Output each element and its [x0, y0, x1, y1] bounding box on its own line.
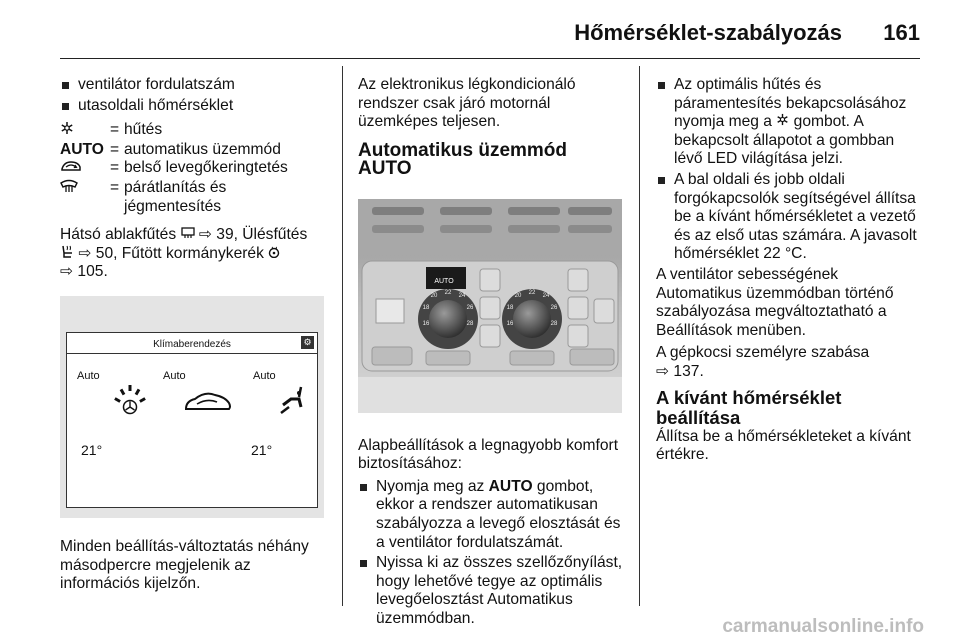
legend-symbol: AUTO	[60, 140, 104, 158]
driver-temperature: 21°	[81, 441, 103, 458]
dial-right-tick-28: 28	[550, 320, 558, 327]
legend-text: automatikus üzemmód	[124, 140, 281, 158]
dial-left-tick-18: 18	[422, 304, 430, 311]
bullet-item-rotary-knobs: A bal oldali és jobb oldali forgókapcsolók segítségével állítsa be a kívánt hőmérsékletet a vezető és az első utas számára. A javasolt hőmérséklet 22 °C.	[656, 171, 924, 264]
ref-text-page: 105.	[77, 263, 108, 281]
dial-left-tick-24: 24	[458, 292, 466, 299]
intro-paragraph: Az elektronikus légkondicionáló rendszer csak járó motornál üzemképes teljesen.	[358, 76, 576, 131]
legend-row-defrost	[60, 179, 325, 216]
arrow-icon: ⇨	[656, 362, 670, 380]
display-title: Klímaberendezés	[153, 338, 231, 350]
arrow-icon: ⇨	[198, 226, 212, 244]
section-heading-set-temperature: A kívánt hőmérséklet beállítása	[656, 386, 842, 428]
heated-steering-wheel-icon	[268, 246, 280, 258]
air-distribution-car-icon	[183, 391, 233, 415]
dial-left-tick-26: 26	[466, 304, 474, 311]
legend-row-auto	[60, 141, 325, 160]
auto-label-distribution: Auto	[163, 369, 186, 382]
bullet-item: utasoldali hőmérséklet	[60, 97, 325, 116]
column-divider-2	[639, 66, 640, 606]
ref-text-rear-window: Hátsó ablakfűtés	[60, 226, 177, 244]
legend-symbol	[60, 159, 110, 179]
legend-row-cooling	[60, 121, 325, 141]
page-header	[60, 14, 920, 59]
auto-label-fan: Auto	[77, 369, 100, 382]
bullet-item-open-vents: Nyissa ki az összes szellőzőnyílást, hogy lehetővé tegye az optimális levegőelosztást Automatikus üzemmódban.	[358, 554, 623, 628]
dial-right-tick-18: 18	[506, 304, 514, 311]
ref-text-seat-heating: 39, Ülésfűtés	[216, 226, 308, 244]
after-screen-paragraph: Minden beállítás-változtatás néhány másodpercre megjelenik az információs kijelzőn.	[60, 537, 309, 593]
column-divider-1	[342, 66, 343, 606]
legend-row-recirculation	[60, 159, 325, 179]
passenger-temperature: 21°	[251, 441, 273, 458]
bullet-text-pre: Az optimális hűtés és páramentesítés bekapcsolásához nyomja meg a	[674, 76, 907, 131]
bullet-item: ventilátor fordulatszám	[60, 76, 325, 95]
dial-right-tick-24: 24	[542, 292, 550, 299]
bullet-text-pre: Nyomja meg az	[376, 477, 485, 495]
legend-symbol	[60, 179, 110, 216]
defrost-icon	[60, 179, 78, 193]
climate-display-screen	[66, 332, 318, 508]
bullet-item-ac-button	[656, 76, 924, 169]
fan-speed-paragraph: A ventilátor sebességének Automatikus üzemmódban történő szabályozása megváltoztatható a Beállítások menüben.	[656, 265, 894, 339]
arrow-icon: ⇨	[60, 263, 74, 281]
personalization-page-ref: 137.	[673, 362, 704, 380]
legend-equals: =	[110, 121, 120, 139]
display-settings-icon: ⚙	[301, 336, 314, 349]
ac-snowflake-icon	[776, 113, 789, 126]
arrow-icon: ⇨	[78, 244, 92, 262]
legend-symbol	[60, 121, 110, 141]
fan-speed-icon	[113, 383, 147, 417]
page-title: Hőmérséklet-szabályozás	[574, 20, 842, 45]
dial-left-tick-16: 16	[422, 320, 430, 327]
rear-window-heating-icon	[181, 227, 195, 239]
dial-left-tick-20: 20	[430, 292, 438, 299]
dial-right-tick-22: 22	[528, 289, 536, 296]
dial-right-tick-20: 20	[514, 292, 522, 299]
dial-left-tick-22: 22	[444, 289, 452, 296]
legend-equals: =	[110, 159, 120, 177]
cross-reference-paragraph	[60, 226, 325, 282]
bullet-text-post: gombot. A bekapcsolt állapotot a gombban lévő LED világítása jelzi.	[674, 113, 895, 168]
column-2	[358, 76, 623, 631]
ref-text-steering-wheel: 50, Fűtött kormánykerék	[95, 244, 264, 262]
personalization-text: A gépkocsi személyre szabása	[656, 344, 870, 362]
seat-heating-icon	[60, 245, 74, 258]
symbol-legend	[60, 121, 325, 216]
bullet-item-press-auto	[358, 478, 623, 552]
photo-auto-button-label: AUTO	[434, 277, 454, 285]
legend-text: belső levegőkeringtetés	[124, 159, 288, 177]
page-number: 161	[883, 20, 920, 45]
auto-keyword: AUTO	[488, 477, 533, 495]
section-heading-auto-mode: Automatikus üzemmód AUTO	[358, 139, 568, 180]
source-watermark: carmanualsonline.info	[722, 616, 924, 637]
recirculation-icon	[60, 159, 82, 173]
dial-left-tick-28: 28	[466, 320, 474, 327]
legend-text: párátlanítás és jégmentesítés	[124, 178, 227, 215]
display-title-divider	[67, 353, 317, 354]
climate-control-panel-photo	[358, 199, 622, 413]
defaults-paragraph: Alapbeállítások a legnagyobb komfort biztosításához:	[358, 436, 619, 473]
info-display-illustration	[60, 296, 324, 518]
column-3	[656, 76, 924, 469]
legend-text: hűtés	[124, 121, 163, 139]
ac-snowflake-icon	[60, 121, 74, 135]
column-1	[60, 76, 325, 598]
legend-equals: =	[110, 178, 120, 196]
seat-airflow-icon	[279, 385, 307, 415]
legend-equals: =	[110, 140, 120, 158]
dial-right-tick-16: 16	[506, 320, 514, 327]
set-temperature-paragraph: Állítsa be a hőmérsékleteket a kívánt értékre.	[656, 427, 911, 464]
dial-right-tick-26: 26	[550, 304, 558, 311]
auto-label-seat: Auto	[253, 369, 276, 382]
personalization-paragraph	[656, 344, 924, 381]
bullet-text-post: gombot, ekkor a rendszer automatikusan szabályozza a levegő elosztását és a ventilátor fordulatszámát.	[376, 477, 621, 551]
